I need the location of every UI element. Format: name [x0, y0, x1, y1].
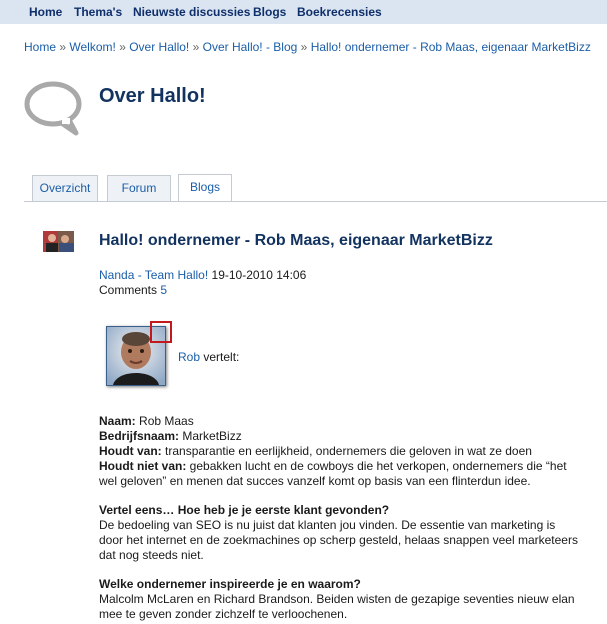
- author-avatar[interactable]: [43, 231, 74, 252]
- post-date: 19-10-2010 14:06: [211, 268, 307, 282]
- nav-boekrecensies[interactable]: Boekrecensies: [297, 5, 382, 19]
- value: transparantie en eerlijkheid, ondernemers die geloven in wat ze doen: [165, 444, 532, 458]
- quote-suffix: vertelt:: [203, 350, 240, 364]
- tab-overzicht[interactable]: Overzicht: [32, 175, 98, 201]
- breadcrumb-separator: »: [119, 40, 126, 54]
- value: MarketBizz: [182, 429, 242, 443]
- breadcrumb-over-hallo-blog[interactable]: Over Hallo! - Blog: [202, 40, 298, 54]
- page-title: Over Hallo!: [99, 85, 206, 107]
- breadcrumb-separator: »: [300, 40, 308, 54]
- breadcrumb-over-hallo[interactable]: Over Hallo!: [129, 40, 190, 54]
- nav-themas[interactable]: Thema's: [74, 5, 123, 19]
- breadcrumb: [24, 40, 591, 54]
- breadcrumb-welkom[interactable]: Welkom!: [69, 40, 116, 54]
- post-body: [99, 414, 579, 622]
- breadcrumb-separator: »: [59, 40, 67, 54]
- breadcrumb-current[interactable]: Hallo! ondernemer - Rob Maas, eigenaar MarketBizz: [310, 40, 591, 54]
- profile-dislikes: [99, 459, 579, 489]
- author-link[interactable]: Nanda - Team Hallo!: [99, 268, 209, 282]
- profile-name: [99, 414, 579, 429]
- profile-company: [99, 429, 579, 444]
- profile-likes: [99, 444, 579, 459]
- label: Bedrijfsnaam:: [99, 429, 180, 443]
- top-navigation: [0, 0, 607, 24]
- nav-nieuwste-discussies[interactable]: Nieuwste discussies: [133, 5, 251, 19]
- quote-intro: [178, 350, 239, 364]
- comments-count-link[interactable]: 5: [160, 283, 168, 297]
- tab-divider: [24, 201, 607, 202]
- answer: Malcolm McLaren en Richard Brandson. Beiden wisten de gezapige seventies nieuw elan mee te geven zonder zichzelf te verloochenen.: [99, 592, 575, 621]
- post-title[interactable]: Hallo! ondernemer - Rob Maas, eigenaar MarketBizz: [99, 232, 493, 249]
- speech-bubble-icon: [22, 80, 84, 136]
- value: gebakken lucht en de cowboys die het verkopen, ondernemers die “het wel geloven” en menen dat succes vanzelf komt op basis van een flinterdun idee.: [99, 459, 567, 488]
- question: [99, 503, 579, 518]
- question-text: Vertel eens… Hoe heb je je eerste klant gevonden?: [99, 503, 390, 517]
- question: [99, 577, 579, 592]
- value: Rob Maas: [139, 414, 194, 428]
- breadcrumb-separator: »: [192, 40, 200, 54]
- tab-forum[interactable]: Forum: [107, 175, 171, 201]
- question-text: Welke ondernemer inspireerde je en waarom?: [99, 577, 361, 591]
- quote-author-link[interactable]: Rob: [178, 350, 201, 364]
- label: Houdt niet van:: [99, 459, 187, 473]
- comments-info: [99, 283, 167, 297]
- comments-label: Comments: [99, 283, 158, 297]
- label: Houdt van:: [99, 444, 162, 458]
- label: Naam:: [99, 414, 136, 428]
- tab-blogs[interactable]: Blogs: [178, 174, 232, 202]
- nav-home[interactable]: Home: [29, 5, 63, 19]
- nav-blogs[interactable]: Blogs: [253, 5, 287, 19]
- post-meta: [99, 268, 306, 282]
- breadcrumb-home[interactable]: Home: [24, 40, 57, 54]
- portrait-frame-decoration: [150, 321, 172, 343]
- answer: De bedoeling van SEO is nu juist dat klanten jou vinden. De essentie van marketing is door het internet en de zoekmachines op scherp gesteld, helaas snappen veel marketeers dat nog steeds niet.: [99, 518, 578, 562]
